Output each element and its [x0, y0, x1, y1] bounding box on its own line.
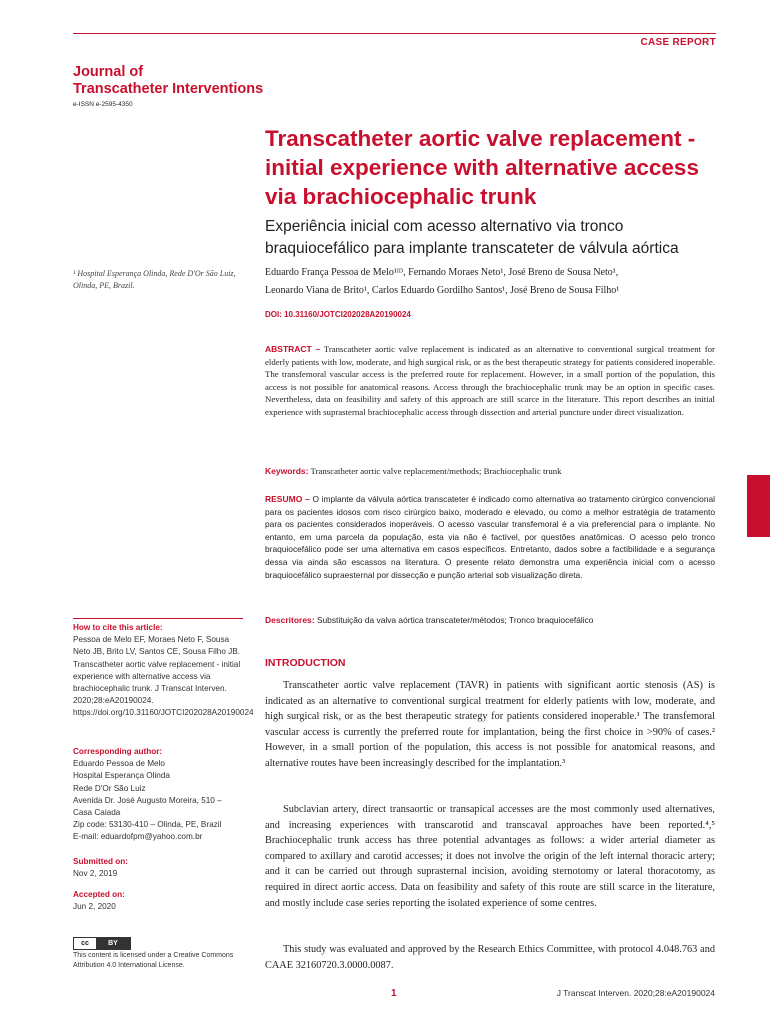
accepted-heading: Accepted on:: [73, 890, 125, 899]
descritores-text: Substituição da valva aórtica transcateter/métodos; Tronco braquiocefálico: [316, 615, 594, 625]
descritores: [265, 614, 715, 627]
affiliation: ¹ Hospital Esperança Olinda, Rede D'Or São Luiz, Olinda, PE, Brazil.: [73, 269, 236, 290]
intro-paragraph: This study was evaluated and approved by the Research Ethics Committee, with protocol 4.048.763 and CAAE 32160720.3.0000.0087.: [265, 944, 715, 971]
accepted-date: Jun 2, 2020: [73, 902, 116, 912]
cite-heading: How to cite this article:: [73, 623, 163, 632]
sidebar-rule: [73, 618, 243, 619]
footer-citation: J Transcat Interven. 2020;28:eA20190024: [556, 988, 715, 998]
keywords: [265, 465, 715, 478]
article-subtitle: Experiência inicial com acesso alternativo via tronco braquiocefálico para implante transcateter de válvula aórtica: [265, 218, 679, 257]
submitted-heading: Submitted on:: [73, 857, 129, 866]
abstract-text: Transcatheter aortic valve replacement is indicated as an alternative to conventional surgical treatment for elderly patients with low, moderate, and high surgical risk, or as the best therapeutic strategy for patients considered inoperable. The transfemoral vascular access is the preferred route for replacement. However, in a small portion of the population, this access is not possible for anatomical reasons. Access through the brachiocephalic trunk may be an option in specific cases. Nevertheless, data on feasibility and safety of this approach are still scarce in the literature. This report describes an initial experience with suprasternal brachiocephalic access through dissection and arterial puncture under direct visualization.: [265, 344, 715, 417]
authors-line2: Leonardo Viana de Brito¹, Carlos Eduardo Gordilho Santos¹, José Breno de Sousa Filho¹: [265, 285, 620, 296]
corresp-line: Rede D'Or São Luiz: [73, 783, 146, 793]
article-title: Transcatheter aortic valve replacement - initial experience with alternative access via brachiocephalic trunk: [265, 126, 699, 209]
submitted-on: [73, 856, 243, 880]
corresp-email[interactable]: E-mail: eduardofpm@yahoo.com.br: [73, 832, 203, 842]
accepted-on: [73, 889, 243, 913]
by-icon: BY: [96, 938, 130, 949]
cc-by-license-icon[interactable]: [73, 937, 131, 950]
descritores-label: Descritores:: [265, 615, 315, 625]
corresp-line: Avenida Dr. José Augusto Moreira, 510 – Casa Caiada: [73, 795, 222, 818]
side-tab-marker: [747, 475, 770, 537]
corresponding-author: [73, 746, 243, 844]
how-to-cite: [73, 622, 254, 720]
authors-line1: Eduardo França Pessoa de Melo¹ᴵᴰ, Fernando Moraes Neto¹, José Breno de Sousa Neto¹,: [265, 267, 619, 278]
journal-name-line1: Journal of: [73, 64, 144, 80]
cite-text: Pessoa de Melo EF, Moraes Neto F, Sousa Neto JB, Brito LV, Santos CE, Sousa Filho JB. Transcatheter aortic valve replacement - initial experience with alternative access via brachiocephalic trunk. J Transcat Interven. 2020;28:eA20190024. https://doi.org/10.31160/JOTCI202028A20190024: [73, 635, 254, 718]
corresp-line: Hospital Esperança Olinda: [73, 771, 170, 781]
corresp-line: Eduardo Pessoa de Melo: [73, 759, 165, 769]
abstract-label: ABSTRACT –: [265, 344, 321, 354]
license-text: This content is licensed under a Creative Commons Attribution 4.0 International License.: [73, 952, 234, 969]
resumo: [265, 493, 715, 581]
intro-paragraph: Transcatheter aortic valve replacement (TAVR) in patients with significant aortic stenosis (AS) is indicated as an alternative to conventional surgical treatment for elderly patients with low, moderate, and high surgical risk, or as the best therapeutic strategy for patients considered inoperable.¹ The transfemoral vascular access is currently the preferred route for implantation, being the first choice in >90% of cases.² However, in a small portion of the population, this access is not possible for anatomical reasons, and alternative routes have been increasingly described for the implantation.³: [265, 680, 715, 769]
issn: e-ISSN e-2595-4350: [73, 101, 133, 108]
corresp-heading: Corresponding author:: [73, 747, 163, 756]
page-number: 1: [391, 988, 397, 999]
resumo-text: O implante da válvula aórtica transcateter é indicado como alternativa ao tratamento cirúrgico convencional para os pacientes idosos com risco cirúrgico baixo, moderado e elevado, ou como a melhor estratégia de tratamento para os pacientes considerados inoperáveis. O acesso vascular transfemoral é a via preferencial para o implante. No entanto, em uma parcela da população, esta via não é factível, por questões anatômicas. O acesso pelo tronco braquiocefálico pode ser uma alternativa em casos específicos. Entretanto, dados sobre a factibilidade e a segurança dessa via ainda são escassos na literatura. O presente relato demonstra uma experiência inicial com o acesso braquiocefálico supraesternal por dissecção e punção arterial sob visualização direta.: [265, 494, 715, 580]
intro-paragraph: Subclavian artery, direct transaortic or transapical accesses are the most commonly used alternatives, and increasing experiences with transcarotid and transcaval approaches have been reported.⁴,⁵ Brachiocephalic trunk access has three potential advantages as follows: a wider arterial diameter as compared to axillary and carotid accesses; it does not involve the origin of the left internal thoracic artery; and it can be carried out through suprasternal incision, avoiding sternotomy or lateral thoracotomy, as required in direct aortic access. Data on feasibility and safety of this route are still scarce in the literature, and mostly include case series reporting the isolated experience of some centres.: [265, 804, 715, 909]
section-label: CASE REPORT: [640, 37, 716, 48]
resumo-label: RESUMO –: [265, 494, 310, 504]
corresp-line: Zip code: 53130-410 – Olinda, PE, Brazil: [73, 820, 222, 830]
journal-name-line2: Transcatheter Interventions: [73, 81, 264, 97]
submitted-date: Nov 2, 2019: [73, 869, 118, 879]
journal-name[interactable]: [73, 64, 263, 98]
cc-icon: cc: [74, 938, 96, 949]
author-list: [265, 264, 725, 300]
keywords-text: Transcatheter aortic valve replacement/methods; Brachiocephalic trunk: [310, 466, 562, 476]
header-rule: [73, 33, 716, 34]
abstract: [265, 343, 715, 419]
doi-link[interactable]: DOI: 10.31160/JOTCI202028A20190024: [265, 310, 411, 319]
introduction-heading: INTRODUCTION: [265, 657, 346, 669]
keywords-label: Keywords:: [265, 466, 309, 476]
